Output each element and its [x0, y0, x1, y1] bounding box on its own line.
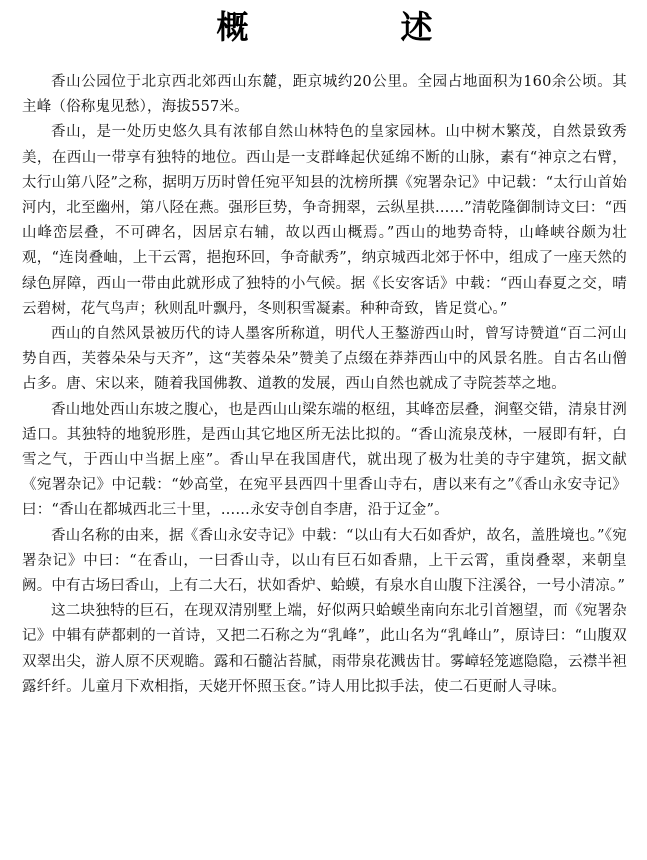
paragraph-history: 香山，是一处历史悠久具有浓郁自然山林特色的皇家园林。山中树木繁茂，自然景致秀美，在西山一带享有独特的地位。西山是一支群峰起伏延绵不断的山脉，素有“神京之右臂，太行山第八陉”之称，据明万历时曾任宛平知县的沈榜所撰《宛署杂记》中记载：“太行山首始河内，北至幽州，第八陉在燕。强形巨势，争奇拥翠，云纵星拱……”清乾隆御制诗文曰：“西山峰峦层叠，不可碑名，因居京右辅，故以西山概焉。”西山的地势奇特，山峰峡谷颇为壮观，“连岗叠岫，上干云霄，挹抱环回，争奇献秀”，纳京城西北郊于怀中，组成了一座天然的绿色屏障，西山一带由此就形成了独特的小气候。据《长安客话》中载：“西山春夏之交，晴云碧树，花气鸟声；秋则乱叶飘丹，冬则积雪凝素。种种奇致，皆足赏心。” [22, 124, 627, 317]
paragraph-scenery: 西山的自然风景被历代的诗人墨客所称道，明代人王鏊游西山时，曾写诗赞道“百二河山势自西，芙蓉朵朵与天齐”，这“芙蓉朵朵”赞美了点缀在莽莽西山中的风景名胜。自古名山僧占多。唐、宋以来，随着我国佛教、道教的发展，西山自然也就成了寺院荟萃之地。 [22, 326, 627, 393]
page-title: 概 述 [216, 8, 493, 46]
paragraph-rocks: 这二块独特的巨石，在现双清别墅上端，好似两只蛤蟆坐南向东北引首翘望，而《宛署杂记》中辑有萨都剌的一首诗，又把二石称之为“乳峰”，此山名为“乳峰山”，原诗曰：“山腹双双翠出尖，游人原不厌观瞻。露和石髓沾苔腻，雨带泉花溅齿甘。雾嶂轻笼遮隐隐，云襟半袒露纤纤。儿童月下欢相指，天姥开怀照玉奁。”诗人用比拟手法，使二石更耐人寻味。 [22, 603, 627, 695]
paragraph-temples: 香山地处西山东坡之腹心，也是西山山梁东端的枢纽，其峰峦层叠，涧壑交错，清泉甘洌适口。其独特的地貌形胜，是西山其它地区所无法比拟的。“香山流泉茂林，一屐即有轩，白雪之气，于西山中当据上座”。香山早在我国唐代，就出现了极为壮美的寺宇建筑，据文献《宛署杂记》中记载：“妙高堂，在宛平县西四十里香山寺右，唐以来有之”《香山永安寺记》曰：“香山在都城西北三十里，……永安寺创自李唐，沿于辽金”。 [22, 401, 627, 519]
paragraph-name-origin: 香山名称的由来，据《香山永安寺记》中载：“以山有大石如香炉，故名，盖胜境也。”《宛署杂记》中曰：“在香山，一曰香山寺，以山有巨石如香鼎，上干云霄，重岗叠翠，来朝皇阙。中有古场曰香山，上有二大石，状如香炉、蛤蟆，有泉水自山腹下注溪谷，一号小清凉。” [22, 527, 627, 595]
body-text [22, 70, 627, 700]
paragraph-location: 香山公园位于北京西北郊西山东麓，距京城约20公里。全园占地面积为160余公顷。其主峰（俗称鬼见愁），海拔557米。 [22, 74, 627, 116]
